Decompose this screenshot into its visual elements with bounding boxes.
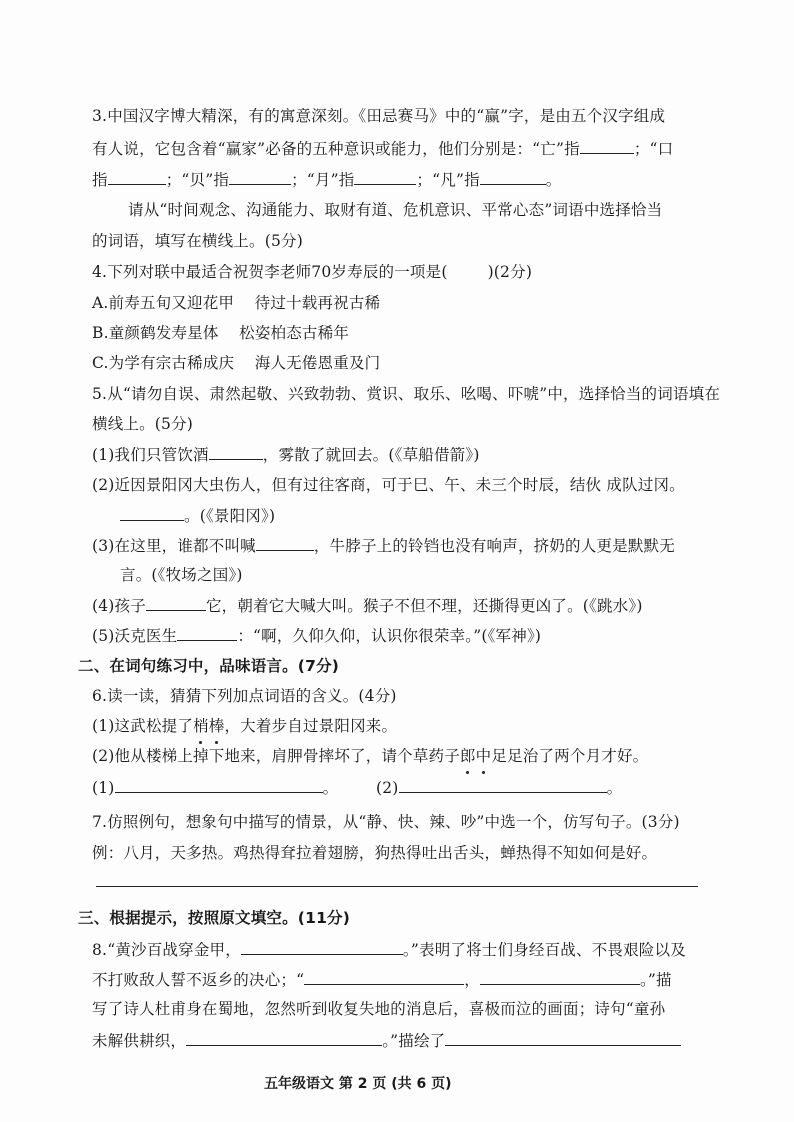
section-2-heading: 二、在词句练习中，品味语言。(7分) (78, 657, 340, 675)
q3-line-4: 请从“时间观念、沟通能力、取财有道、危机意识、平常心态”词语中选择恰当 (128, 201, 663, 219)
q5-sentence-5: (5)沃克医生 ：“啊，久仰久仰，认识你很荣幸。”(《军神》) (92, 624, 541, 647)
q6-sentence-1: (1)这武松提了梢棒，大着步自过景阳冈来。 (92, 717, 398, 735)
dotted-char: 中 (475, 747, 492, 765)
q3-line-1: 3.中国汉字博大精深，有的寓意深刻。《田忌赛马》中的“赢”字，是由五个汉字组成 (92, 107, 666, 125)
q5-sentence-2-cont: 。(《景阳冈》) (120, 504, 275, 527)
answer-blank[interactable] (120, 504, 184, 521)
q7-answer-line[interactable] (96, 886, 698, 887)
q4-option-c: C.为学有宗古稀成庆 海人无倦恩重及门 (92, 354, 381, 372)
answer-blank[interactable] (399, 776, 607, 793)
answer-blank[interactable] (480, 968, 640, 985)
footer-page-number: 第 2 页 (338, 1076, 387, 1092)
q8-line-1: 8.“黄沙百战穿金甲， 。”表明了将士们身经百战、不畏艰险以及 (92, 938, 686, 961)
q4-option-b: B.童颜鹤发寿星体 松姿柏态古稀年 (92, 324, 350, 342)
answer-blank[interactable] (108, 168, 166, 185)
answer-blank[interactable] (209, 443, 263, 460)
q4-stem: 4.下列对联中最适合祝贺李老师70岁寿辰的一项是( )(2分) (92, 263, 533, 281)
answer-blank[interactable] (354, 168, 416, 185)
dotted-char: 梢 (193, 717, 209, 735)
q5-sentence-4: (4)孩子 它，朝着它大喊大叫。猴子不但不理，还撕得更凶了。(《跳水》) (92, 594, 643, 617)
dotted-char: 郎 (459, 747, 476, 765)
answer-blank[interactable] (229, 168, 291, 185)
answer-blank[interactable] (580, 137, 634, 154)
q8-line-2: 不打败敌人誓不返乡的决心；“ ， 。”描 (92, 968, 672, 991)
answer-blank[interactable] (186, 1029, 382, 1046)
q5-stem-1: 5.从“请勿自误、肃然起敬、兴致勃勃、赏识、取乐、吆喝、吓唬”中，选择恰当的词语填在 (92, 385, 721, 403)
q7-stem: 7.仿照例句，想象句中描写的情景，从“静、快、辣、吵”中选一个，仿写句子。(3分) (92, 813, 680, 831)
q6-sentence-2: (2)他从楼梯上掉下地来，肩胛骨摔坏了，请个草药子郎中足足治了两个月才好。 (92, 747, 649, 765)
q5-sentence-3-cont: 言。(《牧场之国》) (120, 566, 243, 584)
dotted-char: 棒 (208, 717, 225, 735)
answer-blank[interactable] (241, 938, 403, 955)
q5-stem-2: 横线上。(5分) (92, 415, 194, 433)
q6-answer-2: (2) 。 (376, 776, 622, 799)
answer-blank[interactable] (177, 624, 237, 641)
answer-blank[interactable] (304, 968, 464, 985)
q3-line-3: 指 ；“贝”指 ；“月”指 ；“凡”指 。 (92, 168, 561, 191)
q6-stem: 6.读一读，猜猜下列加点词语的含义。(4分) (92, 687, 397, 705)
q3-line-2: 有人说，它包含着“赢家”必备的五种意识或能力，他们分别是：“亡”指 ；“口 (92, 137, 673, 160)
q3-line-5: 的词语，填写在横线上。(5分) (92, 232, 303, 250)
q7-example: 例：八月，天多热。鸡热得耷拉着翅膀，狗热得吐出舌头，蝉热得不知如何是好。 (92, 844, 658, 862)
answer-blank[interactable] (146, 594, 206, 611)
q8-line-4: 未解供耕织， 。”描绘了 (92, 1029, 681, 1052)
q8-line-3: 写了诗人杜甫身在蜀地，忽然听到收复失地的消息后，喜极而泣的画面；诗句“童孙 (92, 1000, 666, 1018)
footer-total-pages: (共 6 页) (391, 1076, 452, 1092)
footer-subject: 五年级语文 (264, 1076, 334, 1092)
q6-answer-1: (1) 。 (92, 776, 338, 799)
answer-blank[interactable] (256, 534, 314, 551)
q4-option-a: A.前寿五旬又迎花甲 待过十载再祝古稀 (92, 294, 381, 312)
q5-sentence-1: (1)我们只管饮酒 ，雾散了就回去。(《草船借箭》) (92, 443, 480, 466)
q5-sentence-3: (3)在这里，谁都不叫喊 ，牛脖子上的铃铛也没有响声，挤奶的人更是默默无 (92, 534, 675, 557)
q5-sentence-2: (2)近因景阳冈大虫伤人，但有过往客商，可于巳、午、未三个时辰，结伙 成队过冈。 (92, 476, 685, 494)
page-footer (264, 1073, 452, 1093)
answer-blank[interactable] (115, 776, 323, 793)
answer-blank[interactable] (445, 1029, 681, 1046)
section-3-heading: 三、根据提示，按照原文填空。(11分) (78, 909, 351, 927)
answer-blank[interactable] (480, 168, 546, 185)
